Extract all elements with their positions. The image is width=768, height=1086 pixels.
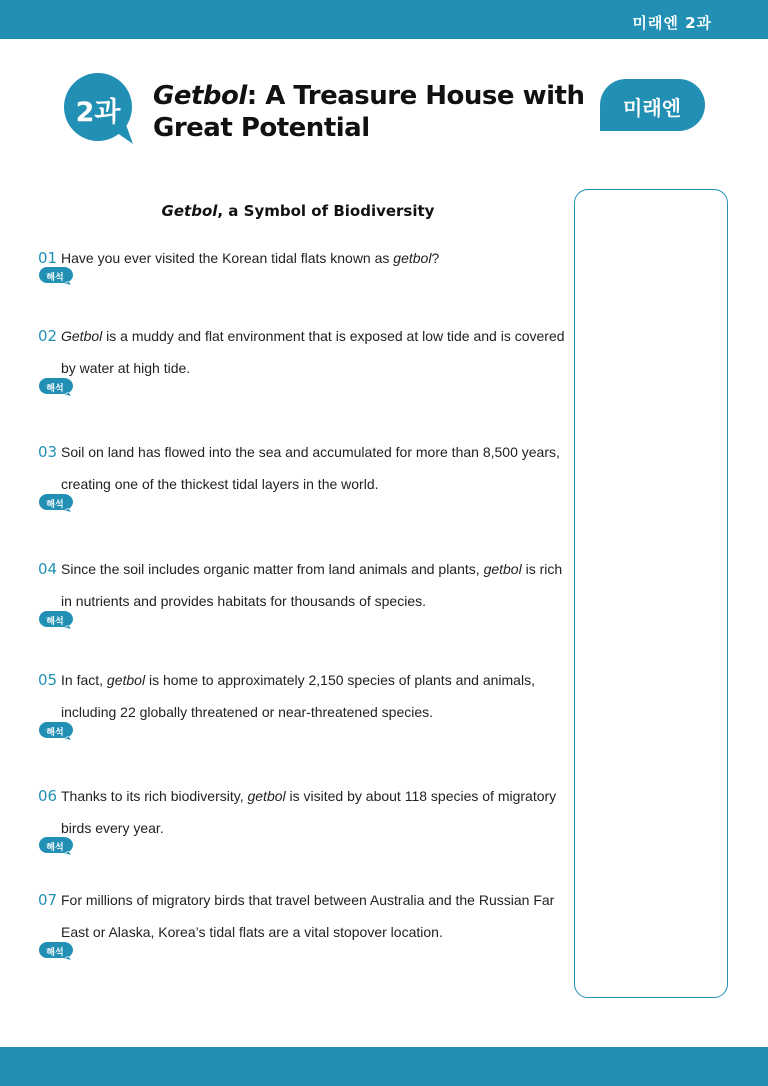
- sentence-line: East or Alaska, Korea’s tidal flats are a vital stopover location.: [61, 924, 443, 940]
- sentence-line: [61, 788, 556, 804]
- subtitle-italic: Getbol: [161, 202, 218, 220]
- tag-label: 해석: [46, 948, 64, 958]
- title-line2: Great Potential: [153, 113, 370, 143]
- tag-label: 해석: [46, 617, 64, 627]
- sentence-line: including 22 globally threatened or near-threatened species.: [61, 704, 434, 720]
- italic-segment: getbol: [483, 561, 522, 577]
- italic-segment: getbol: [247, 788, 286, 804]
- sentence-number: 06: [38, 787, 58, 805]
- translation-tag-button[interactable]: [38, 611, 73, 629]
- translation-tag-button[interactable]: [38, 267, 73, 285]
- text-segment: Thanks to its rich biodiversity,: [61, 788, 248, 804]
- publisher-name: 미래엔: [623, 96, 681, 120]
- sentence-line: For millions of migratory birds that travel between Australia and the Russian Far: [61, 892, 555, 908]
- translation-tag-button[interactable]: [38, 942, 73, 960]
- bottom-footer-bar: [0, 1047, 768, 1086]
- title-italic: Getbol: [153, 81, 247, 111]
- sentence-number: 04: [38, 560, 58, 578]
- sentence-line: creating one of the thickest tidal layers in the world.: [61, 476, 379, 492]
- text-segment: ?: [431, 250, 440, 266]
- text-segment: is home to approximately 2,150 species of plants and animals,: [145, 672, 535, 688]
- sentence-line: Soil on land has flowed into the sea and accumulated for more than 8,500 years,: [61, 444, 560, 460]
- sentence-number: 01: [38, 249, 58, 267]
- sentence-number: 05: [38, 671, 58, 689]
- text-segment: is a muddy and flat environment that is exposed at low tide and is covered: [102, 328, 565, 344]
- header-label: 미래엔 2과: [632, 14, 712, 32]
- text-segment: In fact,: [61, 672, 107, 688]
- title-rest: : A Treasure House with: [246, 81, 585, 111]
- page-title: [153, 80, 584, 144]
- sentence-line: birds every year.: [61, 820, 164, 836]
- translation-tag-button[interactable]: [38, 722, 73, 740]
- italic-segment: getbol: [393, 250, 432, 266]
- translation-tag-button[interactable]: [38, 837, 73, 855]
- text-segment: is rich: [521, 561, 563, 577]
- translation-tag-button[interactable]: [38, 378, 73, 396]
- subtitle-rest: , a Symbol of Biodiversity: [217, 202, 435, 220]
- tag-label: 해석: [46, 273, 64, 283]
- sentence-line: in nutrients and provides habitats for thousands of species.: [61, 593, 426, 609]
- tag-label: 해석: [46, 843, 64, 853]
- tag-label: 해석: [46, 500, 64, 510]
- sentence-line: [61, 328, 565, 344]
- text-segment: Have you ever visited the Korean tidal flats known as: [61, 250, 394, 266]
- sentence-line: [61, 672, 535, 688]
- sentence-line: [61, 250, 439, 266]
- publisher-badge: [600, 78, 706, 132]
- section-subtitle: [38, 202, 558, 220]
- sentence-number: 02: [38, 327, 58, 345]
- text-segment: is visited by about 118 species of migratory: [285, 788, 557, 804]
- top-header-bar: [0, 0, 768, 39]
- lesson-number: 2과: [75, 97, 121, 128]
- italic-segment: getbol: [106, 672, 146, 688]
- sentence-line: [61, 561, 562, 577]
- translation-tag-button[interactable]: [38, 494, 73, 512]
- sentence-line: by water at high tide.: [61, 360, 191, 376]
- tag-label: 해석: [46, 728, 64, 738]
- tag-label: 해석: [46, 384, 64, 394]
- memo-box: [574, 189, 728, 998]
- sentence-number: 03: [38, 443, 58, 461]
- italic-segment: Getbol: [61, 328, 103, 344]
- text-segment: Since the soil includes organic matter from land animals and plants,: [61, 561, 484, 577]
- sentence-number: 07: [38, 891, 58, 909]
- lesson-badge: [63, 72, 137, 146]
